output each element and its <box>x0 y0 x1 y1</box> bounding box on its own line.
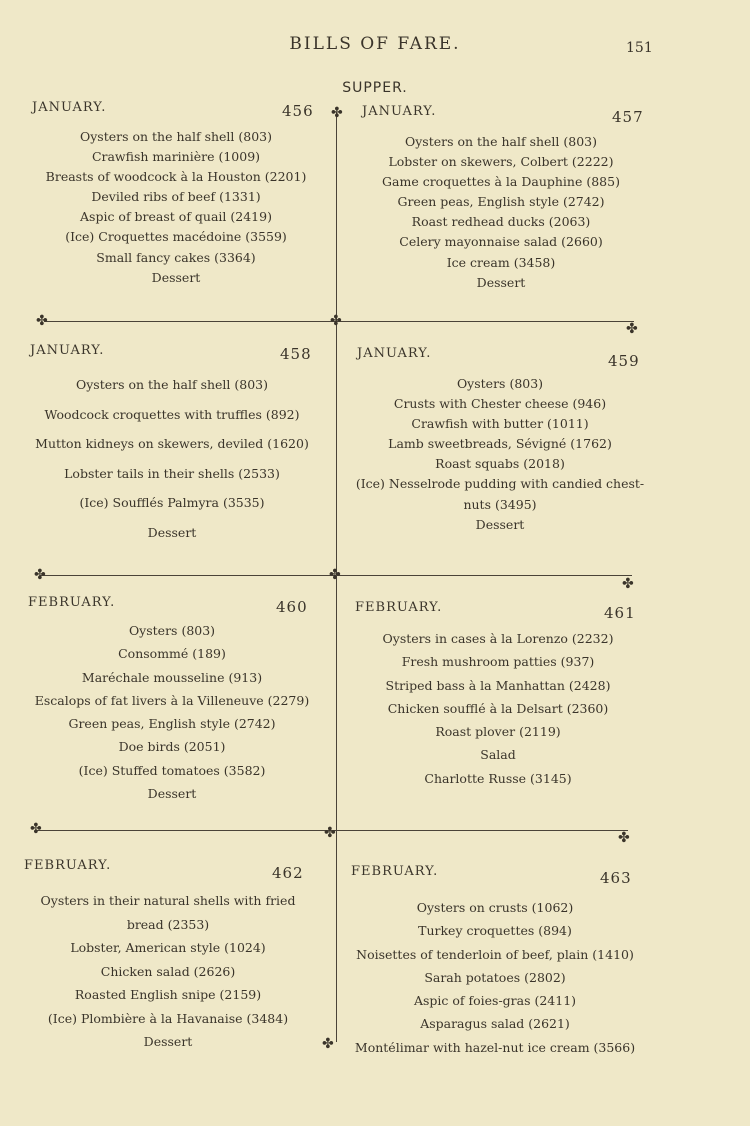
ornament-icon: ✤ <box>331 105 343 121</box>
menu-item: (Ice) Nesselrode pudding with candied chest- <box>355 476 645 492</box>
menu-item: Roast plover (2119) <box>435 724 561 740</box>
menu-item: Oysters on the half shell (803) <box>404 134 598 149</box>
menu-item: Oysters (803) <box>128 623 216 638</box>
menu-month: JANUARY. <box>32 100 107 115</box>
menu-items <box>20 127 332 288</box>
menu-item: Breasts of woodcock à la Houston (2201) <box>45 169 307 185</box>
menu-item: Mutton kidneys on skewers, deviled (1620) <box>35 436 309 451</box>
menu-items <box>336 896 654 1059</box>
menu-item: Fresh mushroom patties (937) <box>401 654 595 670</box>
menu-item: Oysters in their natural shells with fried <box>40 893 296 908</box>
menu-item: Striped bass à la Manhattan (2428) <box>385 677 611 693</box>
menu-item: Lobster on skewers, Colbert (2222) <box>388 154 614 170</box>
menu-month: JANUARY. <box>357 346 432 361</box>
menu-month: FEBRUARY. <box>24 858 112 873</box>
ornament-icon: ✤ <box>36 313 48 329</box>
ornament-icon: ✤ <box>622 576 634 592</box>
menu-item: Aspic of foies-gras (2411) <box>413 993 577 1009</box>
menu-item: Doe birds (2051) <box>118 739 226 755</box>
menu-item: Deviled ribs of beef (1331) <box>91 189 261 205</box>
menu-month: FEBRUARY. <box>351 864 439 879</box>
menu-item: Celery mayonnaise salad (2660) <box>399 234 603 250</box>
menu-item: Dessert <box>147 786 197 802</box>
menu-item: Consommé (189) <box>118 646 226 662</box>
menu-item: Roast redhead ducks (2063) <box>411 214 591 230</box>
menu-item: Montélimar with hazel-nut ice cream (3566) <box>354 1039 636 1055</box>
menu-item: Oysters (803) <box>456 376 544 391</box>
menu-item: Chicken soufflé à la Delsart (2360) <box>387 700 609 716</box>
ornament-icon: ✤ <box>330 313 342 329</box>
menu-month: FEBRUARY. <box>355 600 443 615</box>
ornament-icon: ✤ <box>626 321 638 337</box>
menu-item: Lamb sweetbreads, Sévigné (1762) <box>388 436 612 452</box>
menu-item: Noisettes of tenderloin of beef, plain (1410) <box>356 946 634 962</box>
section-title: SUPPER. <box>342 80 408 96</box>
menu-item: Maréchale mousseline (913) <box>81 669 263 685</box>
menu-item: Crawfish with butter (1011) <box>411 416 589 432</box>
ornament-icon: ✤ <box>34 567 46 583</box>
menu-item: Ice cream (3458) <box>446 254 556 270</box>
menu-number: 457 <box>612 108 644 126</box>
ornament-icon: ✤ <box>322 1036 334 1052</box>
menu-item: Asparagus salad (2621) <box>420 1016 570 1032</box>
menu-item: Oysters on the half shell (803) <box>79 129 273 144</box>
menu-items <box>10 889 326 1054</box>
menu-item: Dessert <box>476 274 526 290</box>
menu-item: Dessert <box>151 269 201 285</box>
menu-items <box>345 374 655 535</box>
menu-item: Lobster tails in their shells (2533) <box>64 465 280 481</box>
ornament-icon: ✤ <box>329 567 341 583</box>
menu-item: Dessert <box>475 516 525 532</box>
menu-item: (Ice) Stuffed tomatoes (3582) <box>78 762 266 778</box>
menu-items <box>345 132 657 293</box>
menu-item: Salad <box>480 747 516 763</box>
menu-number: 458 <box>280 345 312 363</box>
menu-item: Dessert <box>143 1034 193 1049</box>
menu-number: 460 <box>276 598 308 616</box>
menu-item: Crusts with Chester cheese (946) <box>393 396 607 412</box>
menu-item: Escalops of fat livers à la Villeneuve (2279) <box>34 692 310 708</box>
menu-item: Small fancy cakes (3364) <box>96 249 256 265</box>
running-title: BILLS OF FARE. <box>289 34 461 54</box>
menu-item: (Ice) Croquettes macédoine (3559) <box>65 229 287 245</box>
menu-item: Chicken salad (2626) <box>100 963 236 979</box>
menu-item: Dessert <box>147 524 197 540</box>
menu-item: Green peas, English style (2742) <box>68 716 276 732</box>
menu-item: Woodcock croquettes with truffles (892) <box>44 406 300 422</box>
menu-items <box>14 619 330 805</box>
menu-item: Roast squabs (2018) <box>435 456 565 472</box>
menu-item: Game croquettes à la Dauphine (885) <box>382 174 620 190</box>
menu-item: Turkey croquettes (894) <box>418 923 572 939</box>
ornament-icon: ✤ <box>324 825 336 841</box>
menu-items <box>14 370 330 547</box>
menu-item: Roasted English snipe (2159) <box>74 987 262 1002</box>
menu-item: bread (2353) <box>126 916 210 932</box>
menu-month: FEBRUARY. <box>28 595 116 610</box>
ornament-icon: ✤ <box>30 821 42 837</box>
menu-item: Lobster, American style (1024) <box>70 940 266 955</box>
menu-month: JANUARY. <box>30 343 105 358</box>
menu-item: (Ice) Soufflés Palmyra (3535) <box>79 495 265 510</box>
ornament-icon: ✤ <box>618 830 630 846</box>
menu-month: JANUARY. <box>362 104 437 119</box>
menu-item: Oysters on crusts (1062) <box>416 900 574 915</box>
menu-item: Green peas, English style (2742) <box>397 194 605 210</box>
menu-item: Aspic of breast of quail (2419) <box>80 209 272 225</box>
menu-item: (Ice) Plombière à la Havanaise (3484) <box>47 1010 289 1026</box>
menu-number: 459 <box>608 352 640 370</box>
menu-item: Charlotte Russe (3145) <box>424 770 572 786</box>
menu-number: 456 <box>282 102 314 120</box>
menu-number: 461 <box>604 604 636 622</box>
menu-item: Sarah potatoes (2802) <box>424 969 566 985</box>
menu-item: Oysters in cases à la Lorenzo (2232) <box>382 631 614 646</box>
menu-item: Oysters on the half shell (803) <box>75 377 269 392</box>
menu-item: Crawfish marinière (1009) <box>91 149 261 165</box>
menu-number: 463 <box>600 869 632 887</box>
menu-number: 462 <box>272 864 304 882</box>
menu-items <box>340 627 656 790</box>
menu-item: nuts (3495) <box>463 496 537 512</box>
page-number: 151 <box>626 40 653 56</box>
